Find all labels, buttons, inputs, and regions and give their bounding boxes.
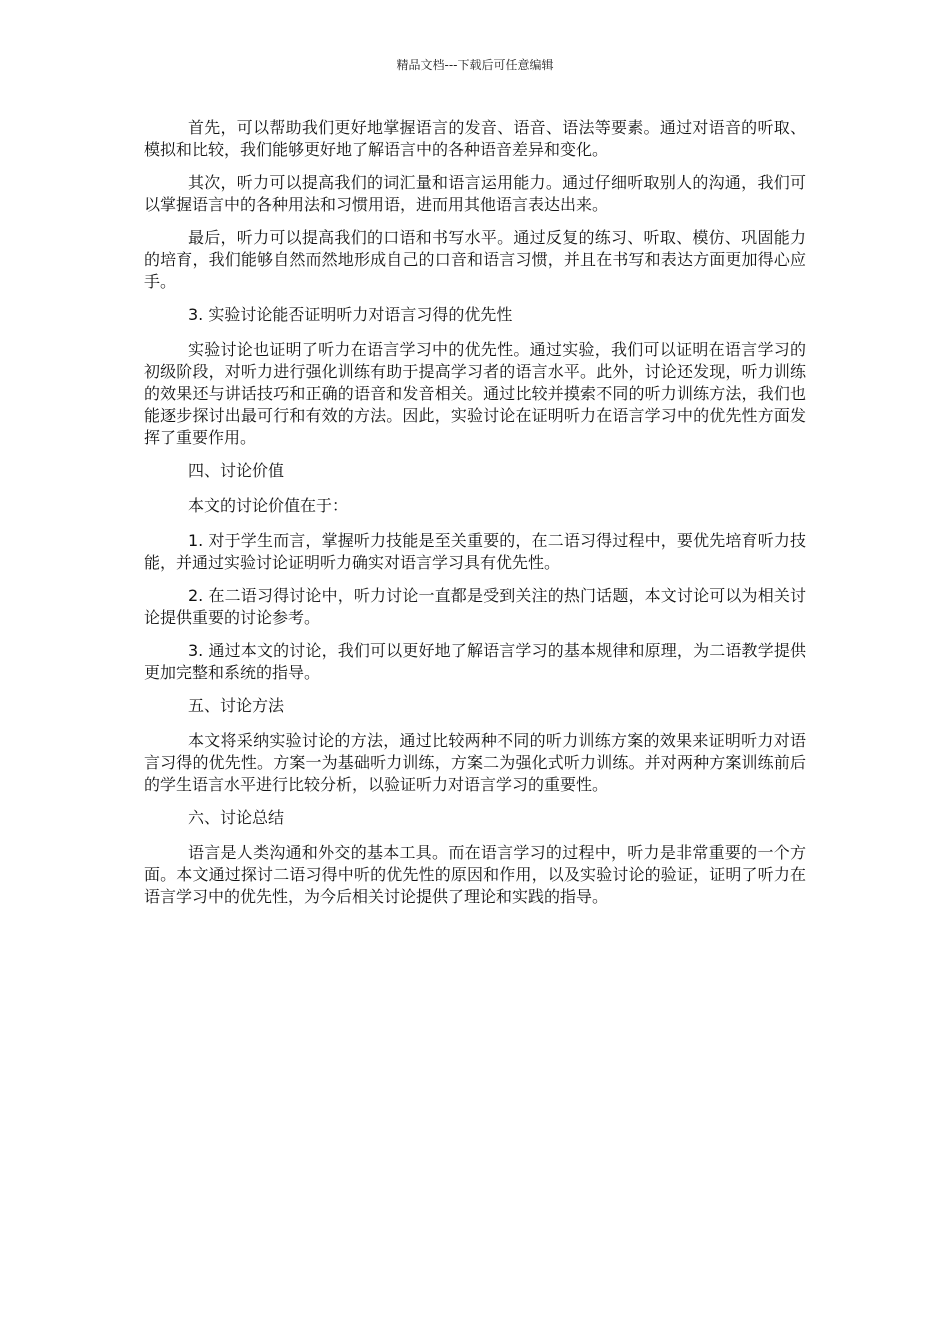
value-item-1: 1. 对于学生而言，掌握听力技能是至关重要的，在二语习得过程中，要优先培育听力技能，并通过实验讨论证明听力确实对语言学习具有优先性。	[144, 531, 806, 572]
value-item-3: 3. 通过本文的讨论，我们可以更好地了解语言学习的基本规律和原理，为二语教学提供更加完整和系统的指导。	[144, 641, 806, 682]
paragraph-vocabulary: 其次，听力可以提高我们的词汇量和语言运用能力。通过仔细听取别人的沟通，我们可以掌握语言中的各种用法和习惯用语，进而用其他语言表达出来。	[144, 173, 806, 214]
section-heading-summary: 六、讨论总结	[188, 808, 285, 827]
paragraph-method: 本文将采纳实验讨论的方法，通过比较两种不同的听力训练方案的效果来证明听力对语言习得的优先性。方案一为基础听力训练，方案二为强化式听力训练。并对两种方案训练前后的学生语言水平进行比较分析，以验证听力对语言学习的重要性。	[144, 731, 806, 794]
paragraph-experiment: 实验讨论也证明了听力在语言学习中的优先性。通过实验，我们可以证明在语言学习的初级阶段，对听力进行强化训练有助于提高学习者的语言水平。此外，讨论还发现，听力训练的效果还与讲话技巧和正确的语音和发音相关。通过比较并摸索不同的听力训练方法，我们也能逐步探讨出最可行和有效的方法。因此，实验讨论在证明听力在语言学习中的优先性方面发挥了重要作用。	[144, 340, 806, 447]
paragraph-pronunciation: 首先，可以帮助我们更好地掌握语言的发音、语音、语法等要素。通过对语音的听取、模拟和比较，我们能够更好地了解语言中的各种语音差异和变化。	[144, 118, 806, 159]
paragraph-speaking-writing: 最后，听力可以提高我们的口语和书写水平。通过反复的练习、听取、模仿、巩固能力的培育，我们能够自然而然地形成自己的口音和语言习惯，并且在书写和表达方面更加得心应手。	[144, 228, 806, 291]
paragraph-summary: 语言是人类沟通和外交的基本工具。而在语言学习的过程中，听力是非常重要的一个方面。本文通过探讨二语习得中听的优先性的原因和作用，以及实验讨论的验证，证明了听力在语言学习中的优先性，为今后相关讨论提供了理论和实践的指导。	[144, 843, 806, 906]
value-item-2: 2. 在二语习得讨论中，听力讨论一直都是受到关注的热门话题，本文讨论可以为相关讨论提供重要的讨论参考。	[144, 586, 806, 627]
section-heading-method: 五、讨论方法	[188, 696, 285, 715]
value-intro: 本文的讨论价值在于：	[188, 496, 349, 515]
page-header: 精品文档---下载后可任意编辑	[396, 58, 554, 72]
document-body	[144, 117, 806, 919]
section-heading-value: 四、讨论价值	[188, 461, 285, 480]
section-heading-experiment: 3. 实验讨论能否证明听力对语言习得的优先性	[188, 305, 513, 324]
